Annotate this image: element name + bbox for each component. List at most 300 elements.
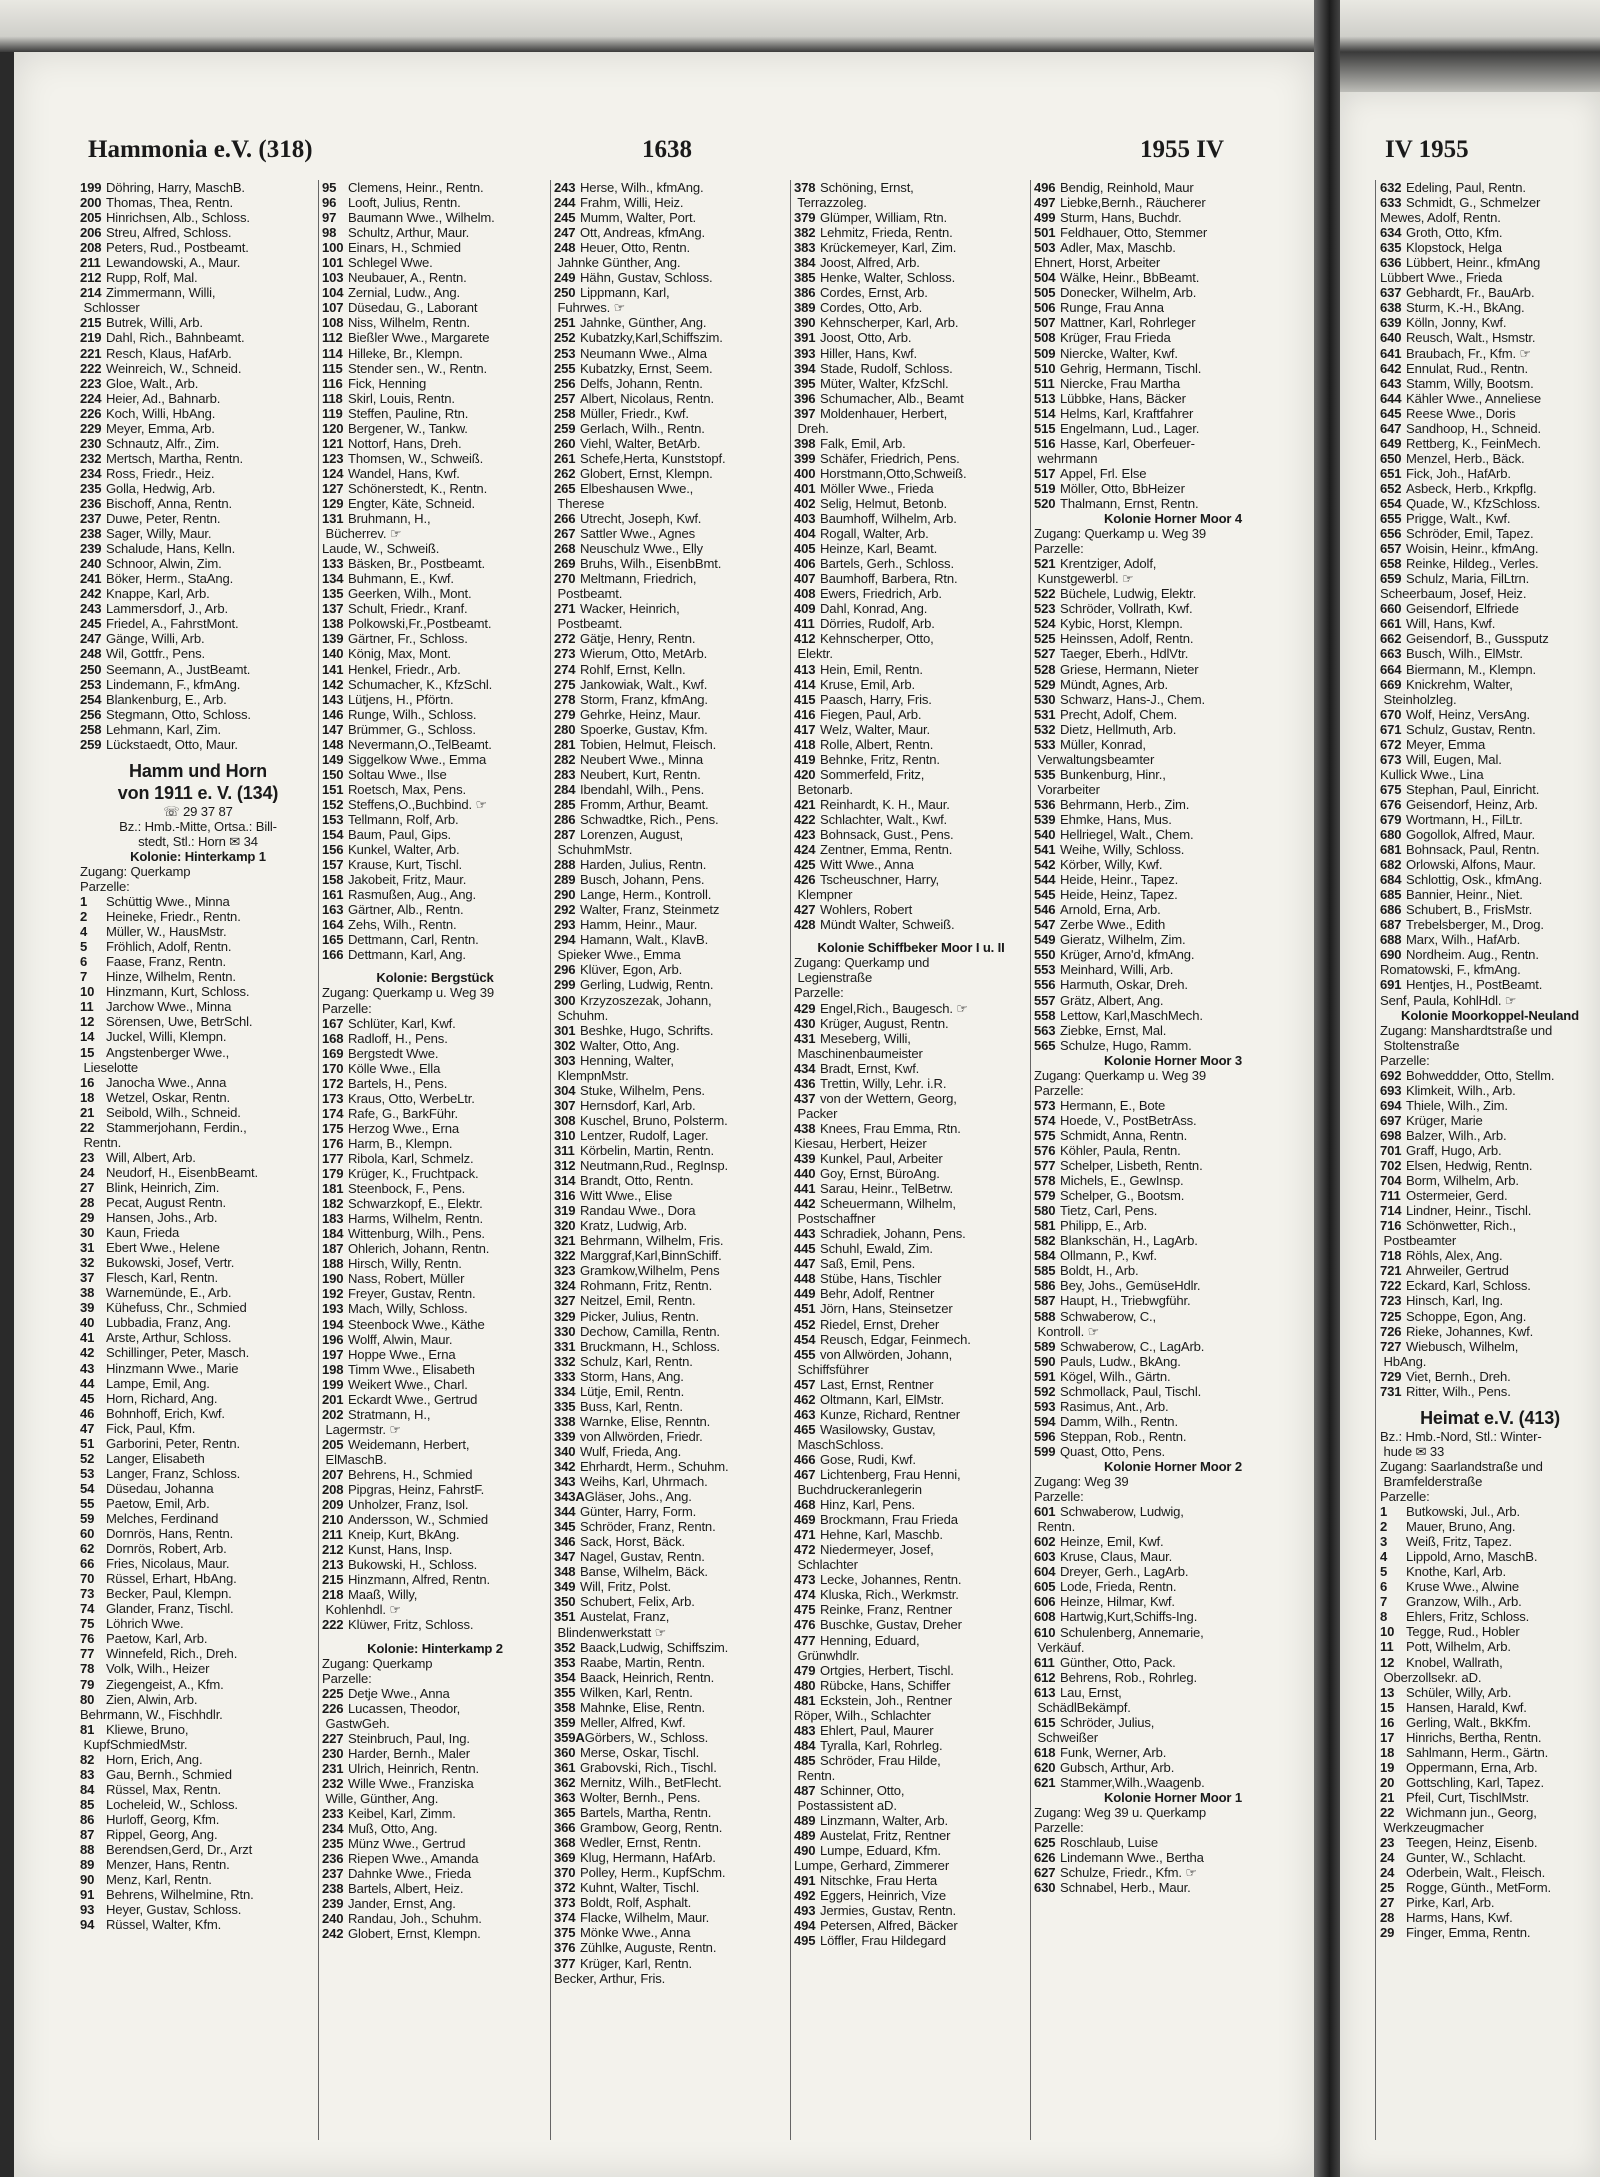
entry-text: Kühefuss, Chr., Schmied bbox=[106, 1300, 247, 1316]
parcel-number: 75 bbox=[80, 1616, 95, 1632]
entry-text: Wetzel, Oskar, Rentn. bbox=[106, 1089, 230, 1105]
directory-entry bbox=[322, 315, 548, 330]
entry-text: Stamm, Willy, Bootsm. bbox=[1406, 375, 1534, 391]
parcel-number: 586 bbox=[1034, 1278, 1056, 1294]
parcel-number: 141 bbox=[322, 661, 344, 677]
parcel-number: 546 bbox=[1034, 902, 1056, 918]
entry-text: Hinze, Wilhelm, Rentn. bbox=[106, 969, 236, 985]
directory-entry bbox=[794, 1377, 1028, 1392]
parcel-number: 212 bbox=[80, 270, 102, 286]
entry-text: Balzer, Wilh., Arb. bbox=[1406, 1127, 1507, 1143]
parcel-number: 704 bbox=[1380, 1173, 1402, 1189]
entry-text: Wiebusch, Wilhelm, bbox=[1406, 1338, 1519, 1354]
directory-entry bbox=[1034, 842, 1312, 857]
entry-text: Polkowski,Fr.,Postbeamt. bbox=[348, 616, 492, 632]
parcel-number: 396 bbox=[794, 390, 816, 406]
directory-entry bbox=[80, 1451, 316, 1466]
parcel-number: 271 bbox=[554, 601, 576, 617]
directory-entry bbox=[1034, 1670, 1312, 1685]
parcel-number: 494 bbox=[794, 1918, 816, 1934]
entry-text: Lübbert, Heinr., kfmAng bbox=[1406, 255, 1541, 271]
parcel-number: 12 bbox=[1380, 1654, 1395, 1670]
directory-entry-continuation bbox=[554, 616, 788, 631]
entry-text: Dornrös, Hans, Rentn. bbox=[106, 1526, 234, 1542]
parcel-number: 333 bbox=[554, 1368, 576, 1384]
entry-text: Selig, Helmut, Betonb. bbox=[820, 495, 947, 511]
entry-text: Langer, Franz, Schloss. bbox=[106, 1465, 241, 1481]
directory-entry bbox=[1034, 376, 1312, 391]
directory-entry bbox=[1034, 631, 1312, 646]
colony-heading: Kolonie: Hinterkamp 2 bbox=[367, 1640, 503, 1656]
entry-text: Schlachter bbox=[794, 1557, 858, 1573]
entry-text: Sager, Willy, Maur. bbox=[106, 526, 212, 542]
entry-text: Grambow, Georg, Rentn. bbox=[580, 1820, 723, 1836]
parcel-number: 687 bbox=[1380, 917, 1402, 933]
entry-text: Fries, Nicolaus, Maur. bbox=[106, 1556, 230, 1572]
entry-text: Lübbert Wwe., Frieda bbox=[1380, 270, 1503, 286]
parcel-number: 702 bbox=[1380, 1158, 1402, 1174]
parcel-number: 256 bbox=[80, 706, 102, 722]
parcel-number: 194 bbox=[322, 1316, 344, 1332]
entry-text: Knees, Frau Emma, Rtn. bbox=[820, 1120, 961, 1136]
directory-entry bbox=[554, 1158, 788, 1173]
entry-text: Wacker, Heinrich, bbox=[580, 601, 680, 617]
entry-text: Reinke, Hildeg., Verles. bbox=[1406, 556, 1539, 572]
entry-text: Schwarzkopf, E., Elektr. bbox=[348, 1196, 483, 1212]
directory-entry bbox=[1380, 1248, 1600, 1263]
parcel-number: 423 bbox=[794, 827, 816, 843]
parcel-number: 243 bbox=[80, 601, 102, 617]
entry-text: Rogge, Günth., MetForm. bbox=[1406, 1880, 1552, 1896]
parcel-number: 389 bbox=[794, 300, 816, 316]
entry-text: Resch, Klaus, HafArb. bbox=[106, 345, 232, 361]
entry-text: Bannier, Heinr., Niet. bbox=[1406, 887, 1523, 903]
directory-entry bbox=[554, 1369, 788, 1384]
directory-entry bbox=[554, 1263, 788, 1278]
parcel-number: 690 bbox=[1380, 947, 1402, 963]
parcel-number: 158 bbox=[322, 872, 344, 888]
directory-entry-continuation bbox=[794, 1106, 1028, 1121]
directory-entry-continuation bbox=[1380, 1429, 1600, 1444]
parcel-number: 430 bbox=[794, 1015, 816, 1031]
entry-text: Kruse, Claus, Maur. bbox=[1060, 1549, 1173, 1565]
directory-entry bbox=[1034, 872, 1312, 887]
parcel-number: 24 bbox=[80, 1164, 95, 1180]
parcel-number: 70 bbox=[80, 1571, 95, 1587]
directory-entry bbox=[554, 1384, 788, 1399]
entry-text: Schillinger, Peter, Masch. bbox=[106, 1345, 250, 1361]
entry-text: Horstmann,Otto,Schweiß. bbox=[820, 465, 967, 481]
parcel-number: 711 bbox=[1380, 1188, 1401, 1204]
parcel-number: 726 bbox=[1380, 1323, 1402, 1339]
directory-entry bbox=[1380, 346, 1600, 361]
parcel-number: 222 bbox=[80, 360, 102, 376]
entry-text: Schultz, Arthur, Maur. bbox=[348, 225, 470, 241]
directory-entry-continuation bbox=[554, 842, 788, 857]
entry-text: Riepen Wwe., Amanda bbox=[348, 1851, 479, 1867]
directory-entry bbox=[554, 1354, 788, 1369]
directory-entry bbox=[554, 1910, 788, 1925]
directory-entry bbox=[1034, 1444, 1312, 1459]
parcel-number: 84 bbox=[80, 1781, 95, 1797]
parcel-number: 426 bbox=[794, 872, 816, 888]
association-heading: Heimat e.V. (413) bbox=[1420, 1407, 1560, 1428]
parcel-number: 406 bbox=[794, 556, 816, 572]
directory-entry bbox=[80, 1556, 316, 1571]
entry-text: Hansen, Johs., Arb. bbox=[106, 1210, 218, 1226]
directory-entry bbox=[794, 556, 1028, 571]
parcel-number: 206 bbox=[80, 225, 102, 241]
entry-text: Büchele, Ludwig, Elektr. bbox=[1060, 586, 1197, 602]
parcel-number: 215 bbox=[80, 315, 102, 331]
entry-text: Ritter, Wilh., Pens. bbox=[1406, 1383, 1511, 1399]
directory-entry bbox=[80, 1436, 316, 1451]
directory-entry bbox=[322, 421, 548, 436]
entry-text: Jander, Ernst, Ang. bbox=[348, 1896, 456, 1912]
entry-text: Mauer, Bruno, Ang. bbox=[1406, 1519, 1516, 1535]
parcel-number: 519 bbox=[1034, 480, 1056, 496]
entry-text: Mattner, Karl, Rohrleger bbox=[1060, 315, 1196, 331]
entry-text: Rolle, Albert, Rentn. bbox=[820, 736, 934, 752]
directory-entry bbox=[80, 1195, 316, 1210]
directory-entry bbox=[554, 1504, 788, 1519]
parcel-number: 532 bbox=[1034, 721, 1056, 737]
directory-entry bbox=[80, 376, 316, 391]
entry-text: Utrecht, Joseph, Kwf. bbox=[580, 511, 702, 527]
entry-text: Kögel, Wilh., Gärtn. bbox=[1060, 1368, 1171, 1384]
entry-text: Geerken, Wilh., Mont. bbox=[348, 586, 472, 602]
parcel-number: 663 bbox=[1380, 646, 1402, 662]
parcel-number: 451 bbox=[794, 1301, 816, 1317]
directory-entry bbox=[322, 1106, 548, 1121]
entry-text: Düsedau, G., Laborant bbox=[348, 300, 478, 316]
directory-entry bbox=[1034, 1263, 1312, 1278]
directory-entry bbox=[1034, 1655, 1312, 1670]
entry-text: Knothe, Karl, Arb. bbox=[1406, 1564, 1506, 1580]
entry-text: Lippmann, Karl, bbox=[580, 285, 670, 301]
parcel-number: 287 bbox=[554, 827, 576, 843]
directory-entry bbox=[554, 1865, 788, 1880]
parcel-number: 211 bbox=[80, 255, 101, 271]
entry-text: Pfeil, Curt, TischlMstr. bbox=[1406, 1789, 1529, 1805]
entry-text: Siggelkow Wwe., Emma bbox=[348, 751, 487, 767]
parcel-number: 347 bbox=[554, 1549, 576, 1565]
entry-text: Rentn. bbox=[794, 1767, 836, 1783]
directory-entry bbox=[1034, 947, 1312, 962]
directory-entry bbox=[322, 1482, 548, 1497]
entry-text: Heier, Ad., Bahnarb. bbox=[106, 390, 221, 406]
entry-text: Niercke, Frau Martha bbox=[1060, 375, 1180, 391]
entry-text: Einars, H., Schmied bbox=[348, 240, 461, 256]
association-heading: von 1911 e. V. (134) bbox=[117, 782, 279, 803]
entry-text: Quade, W., KfzSchloss. bbox=[1406, 495, 1541, 511]
parcel-number: 232 bbox=[322, 1775, 344, 1791]
entry-text: Herse, Wilh., kfmAng. bbox=[580, 180, 704, 195]
directory-entry bbox=[322, 1181, 548, 1196]
directory-entry-continuation bbox=[794, 195, 1028, 210]
directory-entry bbox=[1380, 526, 1600, 541]
entry-text: Damm, Wilh., Rentn. bbox=[1060, 1413, 1178, 1429]
directory-entry bbox=[322, 1332, 548, 1347]
directory-entry bbox=[554, 872, 788, 887]
parcel-number: 514 bbox=[1034, 405, 1056, 421]
directory-entry bbox=[554, 1459, 788, 1474]
parcel-number: 310 bbox=[554, 1127, 576, 1143]
directory-entry bbox=[554, 1956, 788, 1971]
directory-column-5 bbox=[1034, 180, 1312, 2172]
entry-text: Behnke, Fritz, Rentn. bbox=[820, 751, 940, 767]
directory-entry bbox=[794, 1753, 1028, 1768]
parcel-number: 78 bbox=[80, 1661, 95, 1677]
entry-text: Buhmann, E., Kwf. bbox=[348, 571, 454, 587]
parcel-number: 547 bbox=[1034, 917, 1056, 933]
entry-text: Pirke, Karl, Arb. bbox=[1406, 1895, 1495, 1911]
entry-text: Elektr. bbox=[794, 646, 833, 662]
directory-entry bbox=[1380, 255, 1600, 270]
directory-entry bbox=[322, 1091, 548, 1106]
association-info: stedt, Stl.: Horn ✉ 34 bbox=[138, 833, 258, 849]
entry-text: Zernial, Ludw., Ang. bbox=[348, 285, 461, 301]
entry-text: Baumhoff, Wilhelm, Arb. bbox=[820, 511, 957, 527]
parcel-number: 471 bbox=[794, 1527, 816, 1543]
entry-text: Borm, Wilhelm, Arb. bbox=[1406, 1173, 1519, 1189]
entry-text: Schmollack, Paul, Tischl. bbox=[1060, 1383, 1202, 1399]
entry-text: Runge, Frau Anna bbox=[1060, 300, 1164, 316]
directory-entry-continuation bbox=[322, 1422, 548, 1437]
directory-entry bbox=[1380, 887, 1600, 902]
parcel-number: 40 bbox=[80, 1315, 95, 1331]
directory-entry bbox=[554, 707, 788, 722]
parcel-number: 489 bbox=[794, 1828, 816, 1844]
entry-text: Stammer,Wilh.,Waagenb. bbox=[1060, 1774, 1205, 1790]
parcel-number: 167 bbox=[322, 1015, 344, 1031]
entry-text: KlempnMstr. bbox=[554, 1067, 629, 1083]
parcel-number: 199 bbox=[322, 1376, 344, 1392]
entry-text: Viet, Bernh., Dreh. bbox=[1406, 1368, 1511, 1384]
directory-entry bbox=[1034, 1760, 1312, 1775]
directory-entry bbox=[80, 436, 316, 451]
parcel-number: 272 bbox=[554, 631, 576, 647]
parcel-number: 510 bbox=[1034, 360, 1056, 376]
directory-entry bbox=[1034, 1098, 1312, 1113]
parcel-number: 323 bbox=[554, 1263, 576, 1279]
parcel-number: 366 bbox=[554, 1820, 576, 1836]
entry-text: Wälke, Heinr., BbBeamt. bbox=[1060, 270, 1200, 286]
directory-entry bbox=[322, 601, 548, 616]
parcel-number: 12 bbox=[80, 1014, 95, 1030]
directory-entry bbox=[1380, 1805, 1600, 1820]
entry-text: Geisendorf, Elfriede bbox=[1406, 601, 1519, 617]
parcel-number: 659 bbox=[1380, 571, 1402, 587]
entry-text: Rübcke, Hans, Schiffer bbox=[820, 1677, 951, 1693]
parcel-number: 501 bbox=[1034, 225, 1056, 241]
parcel-number: 469 bbox=[794, 1512, 816, 1528]
entry-text: Neumann Wwe., Alma bbox=[580, 345, 707, 361]
entry-text: Röper, Wilh., Schlachter bbox=[794, 1707, 931, 1723]
parcel-number: 716 bbox=[1380, 1218, 1402, 1234]
parcel-number: 439 bbox=[794, 1151, 816, 1166]
directory-entry bbox=[1380, 842, 1600, 857]
parcel-number: 330 bbox=[554, 1323, 576, 1339]
entry-text: Parzelle: bbox=[1034, 541, 1084, 557]
entry-text: Tegge, Rud., Hobler bbox=[1406, 1624, 1520, 1640]
entry-text: Schüler, Willy, Arb. bbox=[1406, 1684, 1512, 1700]
parcel-number: 390 bbox=[794, 315, 816, 331]
directory-entry bbox=[322, 195, 548, 210]
entry-text: Saß, Emil, Pens. bbox=[820, 1256, 916, 1272]
entry-text: Meseberg, Willi, bbox=[820, 1030, 911, 1046]
directory-entry bbox=[80, 361, 316, 376]
entry-text: Knobel, Wallrath, bbox=[1406, 1654, 1503, 1670]
parcel-number: 4 bbox=[80, 924, 88, 940]
directory-entry bbox=[1380, 662, 1600, 677]
entry-text: Rüssel, Walter, Kfm. bbox=[106, 1917, 222, 1933]
entry-text: Heinze, Hilmar, Kwf. bbox=[1060, 1594, 1175, 1610]
parcel-number: 260 bbox=[554, 435, 576, 451]
entry-text: Lütjens, H., Pförtn. bbox=[348, 691, 454, 707]
entry-text: Skirl, Louis, Rentn. bbox=[348, 390, 455, 406]
directory-entry bbox=[554, 1444, 788, 1459]
directory-entry bbox=[80, 541, 316, 556]
entry-text: Lange, Herm., Kontroll. bbox=[580, 887, 712, 903]
directory-entry bbox=[794, 707, 1028, 722]
entry-text: Wille Wwe., Franziska bbox=[348, 1775, 474, 1791]
directory-entry bbox=[1380, 1339, 1600, 1354]
entry-text: Parzelle: bbox=[1380, 1488, 1430, 1504]
directory-entry bbox=[322, 270, 548, 285]
directory-entry-continuation bbox=[794, 1437, 1028, 1452]
parcel-number: 331 bbox=[554, 1338, 576, 1354]
directory-entry bbox=[1034, 902, 1312, 917]
entry-text: Warnke, Elise, Renntn. bbox=[580, 1413, 711, 1429]
entry-text: Zugang: Querkamp bbox=[322, 1655, 433, 1671]
entry-text: Sturm, K.-H., BkAng. bbox=[1406, 300, 1525, 316]
entry-text: König, Max, Mont. bbox=[348, 646, 451, 662]
entry-text: Steffens,O.,Buchbind. ☞ bbox=[348, 796, 488, 812]
parcel-number: 670 bbox=[1380, 706, 1402, 722]
directory-entry bbox=[1380, 1188, 1600, 1203]
directory-entry bbox=[322, 255, 548, 270]
parcel-number: 27 bbox=[1380, 1895, 1395, 1911]
entry-text: Bücherrev. ☞ bbox=[322, 526, 402, 542]
entry-text: Eckardt Wwe., Gertrud bbox=[348, 1391, 478, 1407]
parcel-number: 23 bbox=[80, 1149, 95, 1165]
parcel-number: 244 bbox=[554, 195, 576, 211]
directory-entry bbox=[554, 451, 788, 466]
entry-text: Hehne, Karl, Maschb. bbox=[820, 1527, 943, 1543]
directory-entry bbox=[554, 1218, 788, 1233]
directory-entry bbox=[1380, 1730, 1600, 1745]
directory-entry bbox=[80, 1029, 316, 1044]
scan-top-margin-right bbox=[1340, 52, 1600, 92]
entry-text: Klempner bbox=[794, 887, 853, 903]
parcel-number: 224 bbox=[80, 390, 102, 406]
entry-text: Rogall, Walter, Arb. bbox=[820, 526, 929, 542]
entry-text: Will, Fritz, Polst. bbox=[580, 1579, 671, 1595]
directory-entry bbox=[1034, 1504, 1312, 1519]
entry-text: Meyer, Emma, Arb. bbox=[106, 420, 215, 436]
directory-entry bbox=[1034, 1203, 1312, 1218]
directory-entry bbox=[1380, 1655, 1600, 1670]
entry-text: Kluska, Rich., Werkmstr. bbox=[820, 1587, 959, 1603]
parcel-number: 507 bbox=[1034, 315, 1056, 331]
entry-text: Dahnke Wwe., Frieda bbox=[348, 1866, 472, 1882]
directory-entry bbox=[794, 1723, 1028, 1738]
entry-text: SchädlBekämpf. bbox=[1034, 1699, 1131, 1715]
directory-entry-continuation bbox=[1034, 255, 1312, 270]
directory-entry bbox=[322, 406, 548, 421]
directory-entry bbox=[794, 511, 1028, 526]
parcel-number: 293 bbox=[554, 917, 576, 933]
directory-entry-continuation bbox=[554, 1068, 788, 1083]
directory-entry bbox=[1380, 1579, 1600, 1594]
directory-entry-continuation bbox=[554, 496, 788, 511]
entry-text: Jahnke, Günther, Ang. bbox=[580, 315, 707, 331]
directory-entry bbox=[80, 631, 316, 646]
parcel-number: 701 bbox=[1380, 1143, 1402, 1158]
entry-text: Stender sen., W., Rentn. bbox=[348, 360, 488, 376]
directory-entry bbox=[554, 225, 788, 240]
directory-entry bbox=[554, 631, 788, 646]
directory-entry bbox=[322, 662, 548, 677]
directory-entry bbox=[80, 556, 316, 571]
entry-text: Köhler, Paula, Rentn. bbox=[1060, 1143, 1181, 1158]
directory-entry bbox=[554, 556, 788, 571]
directory-entry bbox=[1034, 737, 1312, 752]
entry-text: Parzelle: bbox=[1034, 1489, 1084, 1505]
directory-entry bbox=[1034, 1113, 1312, 1128]
parcel-number: 151 bbox=[322, 781, 344, 797]
parcel-number: 613 bbox=[1034, 1684, 1056, 1700]
parcel-number: 237 bbox=[322, 1866, 344, 1882]
directory-entry bbox=[794, 1813, 1028, 1828]
parcel-number: 360 bbox=[554, 1744, 576, 1760]
entry-text: Bartels, Martha, Rentn. bbox=[580, 1805, 712, 1821]
entry-text: Schelper, G., Bootsm. bbox=[1060, 1188, 1185, 1204]
directory-entry bbox=[1034, 406, 1312, 421]
directory-entry bbox=[554, 1293, 788, 1308]
directory-entry bbox=[1380, 1594, 1600, 1609]
entry-text: Heineke, Friedr., Rentn. bbox=[106, 909, 241, 925]
directory-entry bbox=[80, 969, 316, 984]
entry-text: Peters, Rud., Postbeamt. bbox=[106, 240, 249, 256]
directory-entry bbox=[80, 1902, 316, 1917]
entry-text: Herzog Wwe., Erna bbox=[348, 1120, 459, 1136]
entry-text: Wasilowsky, Gustav, bbox=[820, 1421, 936, 1437]
entry-text: Lucassen, Theodor, bbox=[348, 1700, 461, 1716]
parcel-number: 529 bbox=[1034, 676, 1056, 692]
entry-text: Warnemünde, E., Arb. bbox=[106, 1285, 232, 1301]
directory-entry bbox=[794, 1933, 1028, 1948]
parcel-number: 140 bbox=[322, 646, 344, 662]
directory-entry-continuation bbox=[1034, 526, 1312, 541]
directory-entry bbox=[322, 872, 548, 887]
parcel-number: 493 bbox=[794, 1903, 816, 1919]
entry-text: Heinze, Karl, Beamt. bbox=[820, 541, 938, 557]
entry-text: Tyralla, Karl, Rohrleg. bbox=[820, 1737, 943, 1753]
column-rule bbox=[550, 180, 551, 2140]
entry-text: Bruhs, Wilh., EisenbBmt. bbox=[580, 556, 722, 572]
entry-text: Ehmke, Hans, Mus. bbox=[1060, 811, 1172, 827]
parcel-number: 248 bbox=[80, 646, 102, 662]
entry-text: Paasch, Harry, Fris. bbox=[820, 691, 932, 707]
directory-entry bbox=[1380, 1384, 1600, 1399]
directory-entry bbox=[794, 1512, 1028, 1527]
directory-entry bbox=[554, 962, 788, 977]
parcel-number: 41 bbox=[80, 1330, 95, 1346]
directory-entry bbox=[794, 827, 1028, 842]
directory-entry bbox=[322, 1121, 548, 1136]
